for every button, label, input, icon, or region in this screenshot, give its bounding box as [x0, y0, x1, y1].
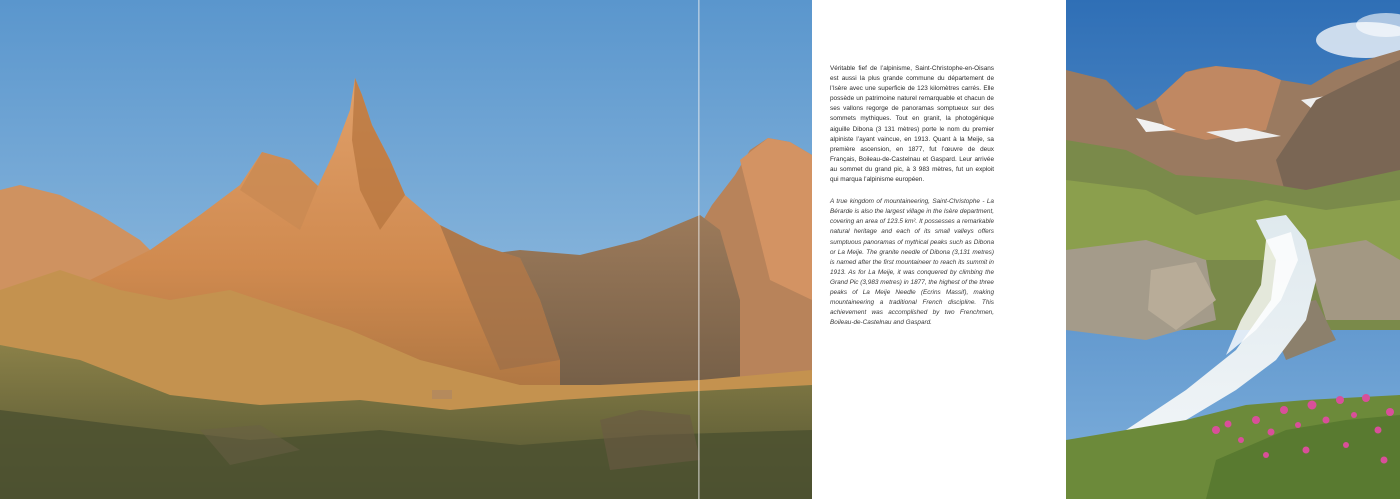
text-page: [812, 0, 1066, 499]
page-gutter: [698, 0, 700, 499]
french-paragraph: Véritable fief de l’alpinisme, Saint-Christophe-en-Oisans est aussi la plus grande commune du département de l’Isère avec une superficie de 123 kilomètres carrés. Elle possède un patrimoine naturel remarquable et chacun de ses vallons regorge de panoramas somptueux sur des sommets mythiques. Tout en granit, la photogénique aiguille Dibona (3 131 mètres) porte le nom du premier alpiniste l’ayant vaincue, en 1913. Quant à la Meije, sa première ascension, en 1877, fut l’œuvre de deux Français, Boileau-de-Castelnau et Gaspard. Leur arrivée au sommet du grand pic, à 3 983 mètres, fut un exploit qui marqua l’alpinisme européen.: [830, 65, 994, 184]
english-paragraph: A true kingdom of mountaineering, Saint-Christophe - La Bérarde is also the largest village in the Isère department, covering an area of 123.5 km². It possesses a remarkable natural heritage and each of its small valleys offers sumptuous panoramas of mythical peaks such as Dibona or La Meije. The granite needle of Dibona (3,131 metres) is named after the first mountaineer to reach its summit in 1913. As for La Meije, it was conquered by climbing the Grand Pic (3,983 metres) in 1877, the highest of the three peaks of La Meije Needle (Ecrins Massif), making mountaineering a traditional French discipline. This achievement was accomplished by two Frenchmen, Boileau-de-Castelnau and Gaspard.: [830, 198, 994, 327]
mountain-stream-photo: [1066, 0, 1400, 499]
text-column: [830, 64, 994, 328]
